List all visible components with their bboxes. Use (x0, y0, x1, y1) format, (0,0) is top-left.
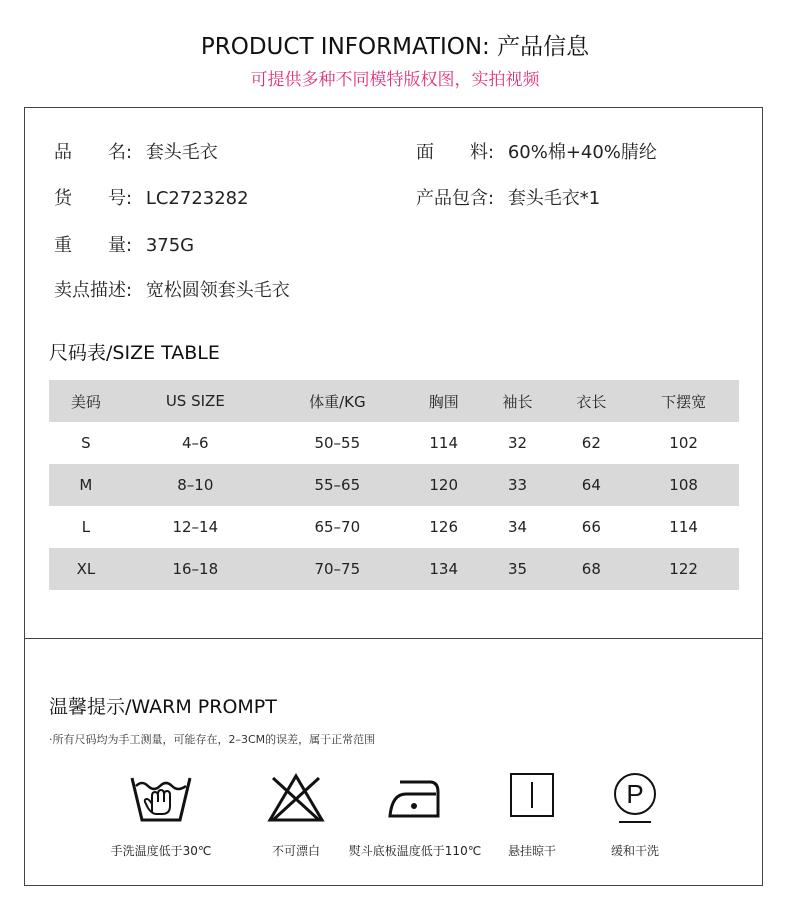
table-cell: 114 (669, 518, 698, 536)
table-cell: L (81, 518, 91, 536)
table-cell: 12–14 (172, 518, 219, 536)
field-fabric-value: 60%棉+40%腈纶 (507, 142, 657, 163)
panel-divider (24, 638, 763, 639)
dry-clean-p-icon (610, 772, 660, 828)
table-cell: 4–6 (182, 434, 209, 452)
header-cell: 体重/KG (309, 392, 366, 411)
field-weight-label: 重 量: (54, 235, 133, 256)
header-cell: 袖长 (502, 392, 533, 411)
field-weight (54, 231, 194, 257)
header-cell: 胸围 (428, 392, 459, 411)
page-title: PRODUCT INFORMATION: 产品信息 (200, 34, 590, 60)
header-cell: 衣长 (576, 392, 607, 411)
no-bleach-icon (266, 772, 326, 824)
care-label: 熨斗底板温度低于110℃ (348, 844, 482, 858)
table-cell: XL (76, 560, 96, 578)
field-selling-value: 宽松圆领套头毛衣 (145, 280, 290, 301)
iron-icon (386, 772, 442, 822)
table-cell: 16–18 (172, 560, 219, 578)
field-weight-value: 375G (145, 235, 195, 256)
table-cell: 65–70 (314, 518, 361, 536)
field-selling-label: 卖点描述: (54, 280, 133, 301)
table-row (49, 548, 739, 590)
care-label: 不可漂白 (271, 844, 320, 858)
field-contents-label: 产品包含: (416, 188, 495, 209)
table-cell: 64 (581, 476, 601, 494)
table-cell: M (79, 476, 93, 494)
care-label: 缓和干洗 (610, 844, 659, 858)
table-cell: 126 (429, 518, 459, 536)
header-cell: 美码 (70, 392, 101, 411)
table-cell: 122 (669, 560, 698, 578)
table-row (49, 464, 739, 506)
field-name-value: 套头毛衣 (145, 142, 218, 163)
table-cell: 33 (507, 476, 528, 494)
table-cell: 134 (429, 560, 459, 578)
table-cell: 102 (669, 434, 698, 452)
field-sku-value: LC2723282 (145, 188, 249, 209)
table-cell: 120 (429, 476, 459, 494)
field-contents (416, 184, 600, 210)
table-cell: 70–75 (314, 560, 361, 578)
svg-text:P: P (626, 779, 644, 809)
field-selling-point (54, 276, 290, 302)
table-cell: 68 (581, 560, 601, 578)
table-cell: 66 (581, 518, 601, 536)
size-table-header (49, 380, 739, 422)
care-label: 悬挂晾干 (507, 844, 556, 858)
field-contents-value: 套头毛衣*1 (507, 188, 601, 209)
table-cell: 34 (507, 518, 528, 536)
table-cell: 8–10 (177, 476, 214, 494)
table-cell: 55–65 (314, 476, 361, 494)
field-fabric-label: 面 料: (416, 142, 495, 163)
care-label: 手洗温度低于30℃ (110, 844, 212, 858)
field-sku-label: 货 号: (54, 188, 133, 209)
table-cell: 108 (669, 476, 698, 494)
size-table-title: 尺码表/SIZE TABLE (49, 342, 220, 364)
field-sku (54, 184, 249, 210)
size-table (49, 380, 739, 590)
header-cell: US SIZE (165, 392, 225, 410)
hang-dry-icon (508, 772, 556, 818)
header-cell: 下摆宽 (661, 392, 707, 411)
table-row (49, 506, 739, 548)
measurement-note: ·所有尺码均为手工测量，可能存在，2–3CM的误差，属于正常范围 (49, 733, 376, 746)
table-cell: 114 (429, 434, 459, 452)
table-cell: 35 (507, 560, 528, 578)
field-name-label: 品 名: (54, 142, 133, 163)
hand-wash-icon (128, 772, 194, 824)
table-cell: 50–55 (314, 434, 361, 452)
table-cell: S (81, 434, 91, 452)
field-name (54, 138, 218, 164)
table-cell: 62 (581, 434, 601, 452)
warm-prompt-title: 温馨提示/WARM PROMPT (49, 696, 277, 718)
table-row (49, 422, 739, 464)
page-subtitle: 可提供多种不同模特版权图，实拍视频 (250, 70, 540, 90)
table-cell: 32 (507, 434, 528, 452)
field-fabric (416, 138, 657, 164)
